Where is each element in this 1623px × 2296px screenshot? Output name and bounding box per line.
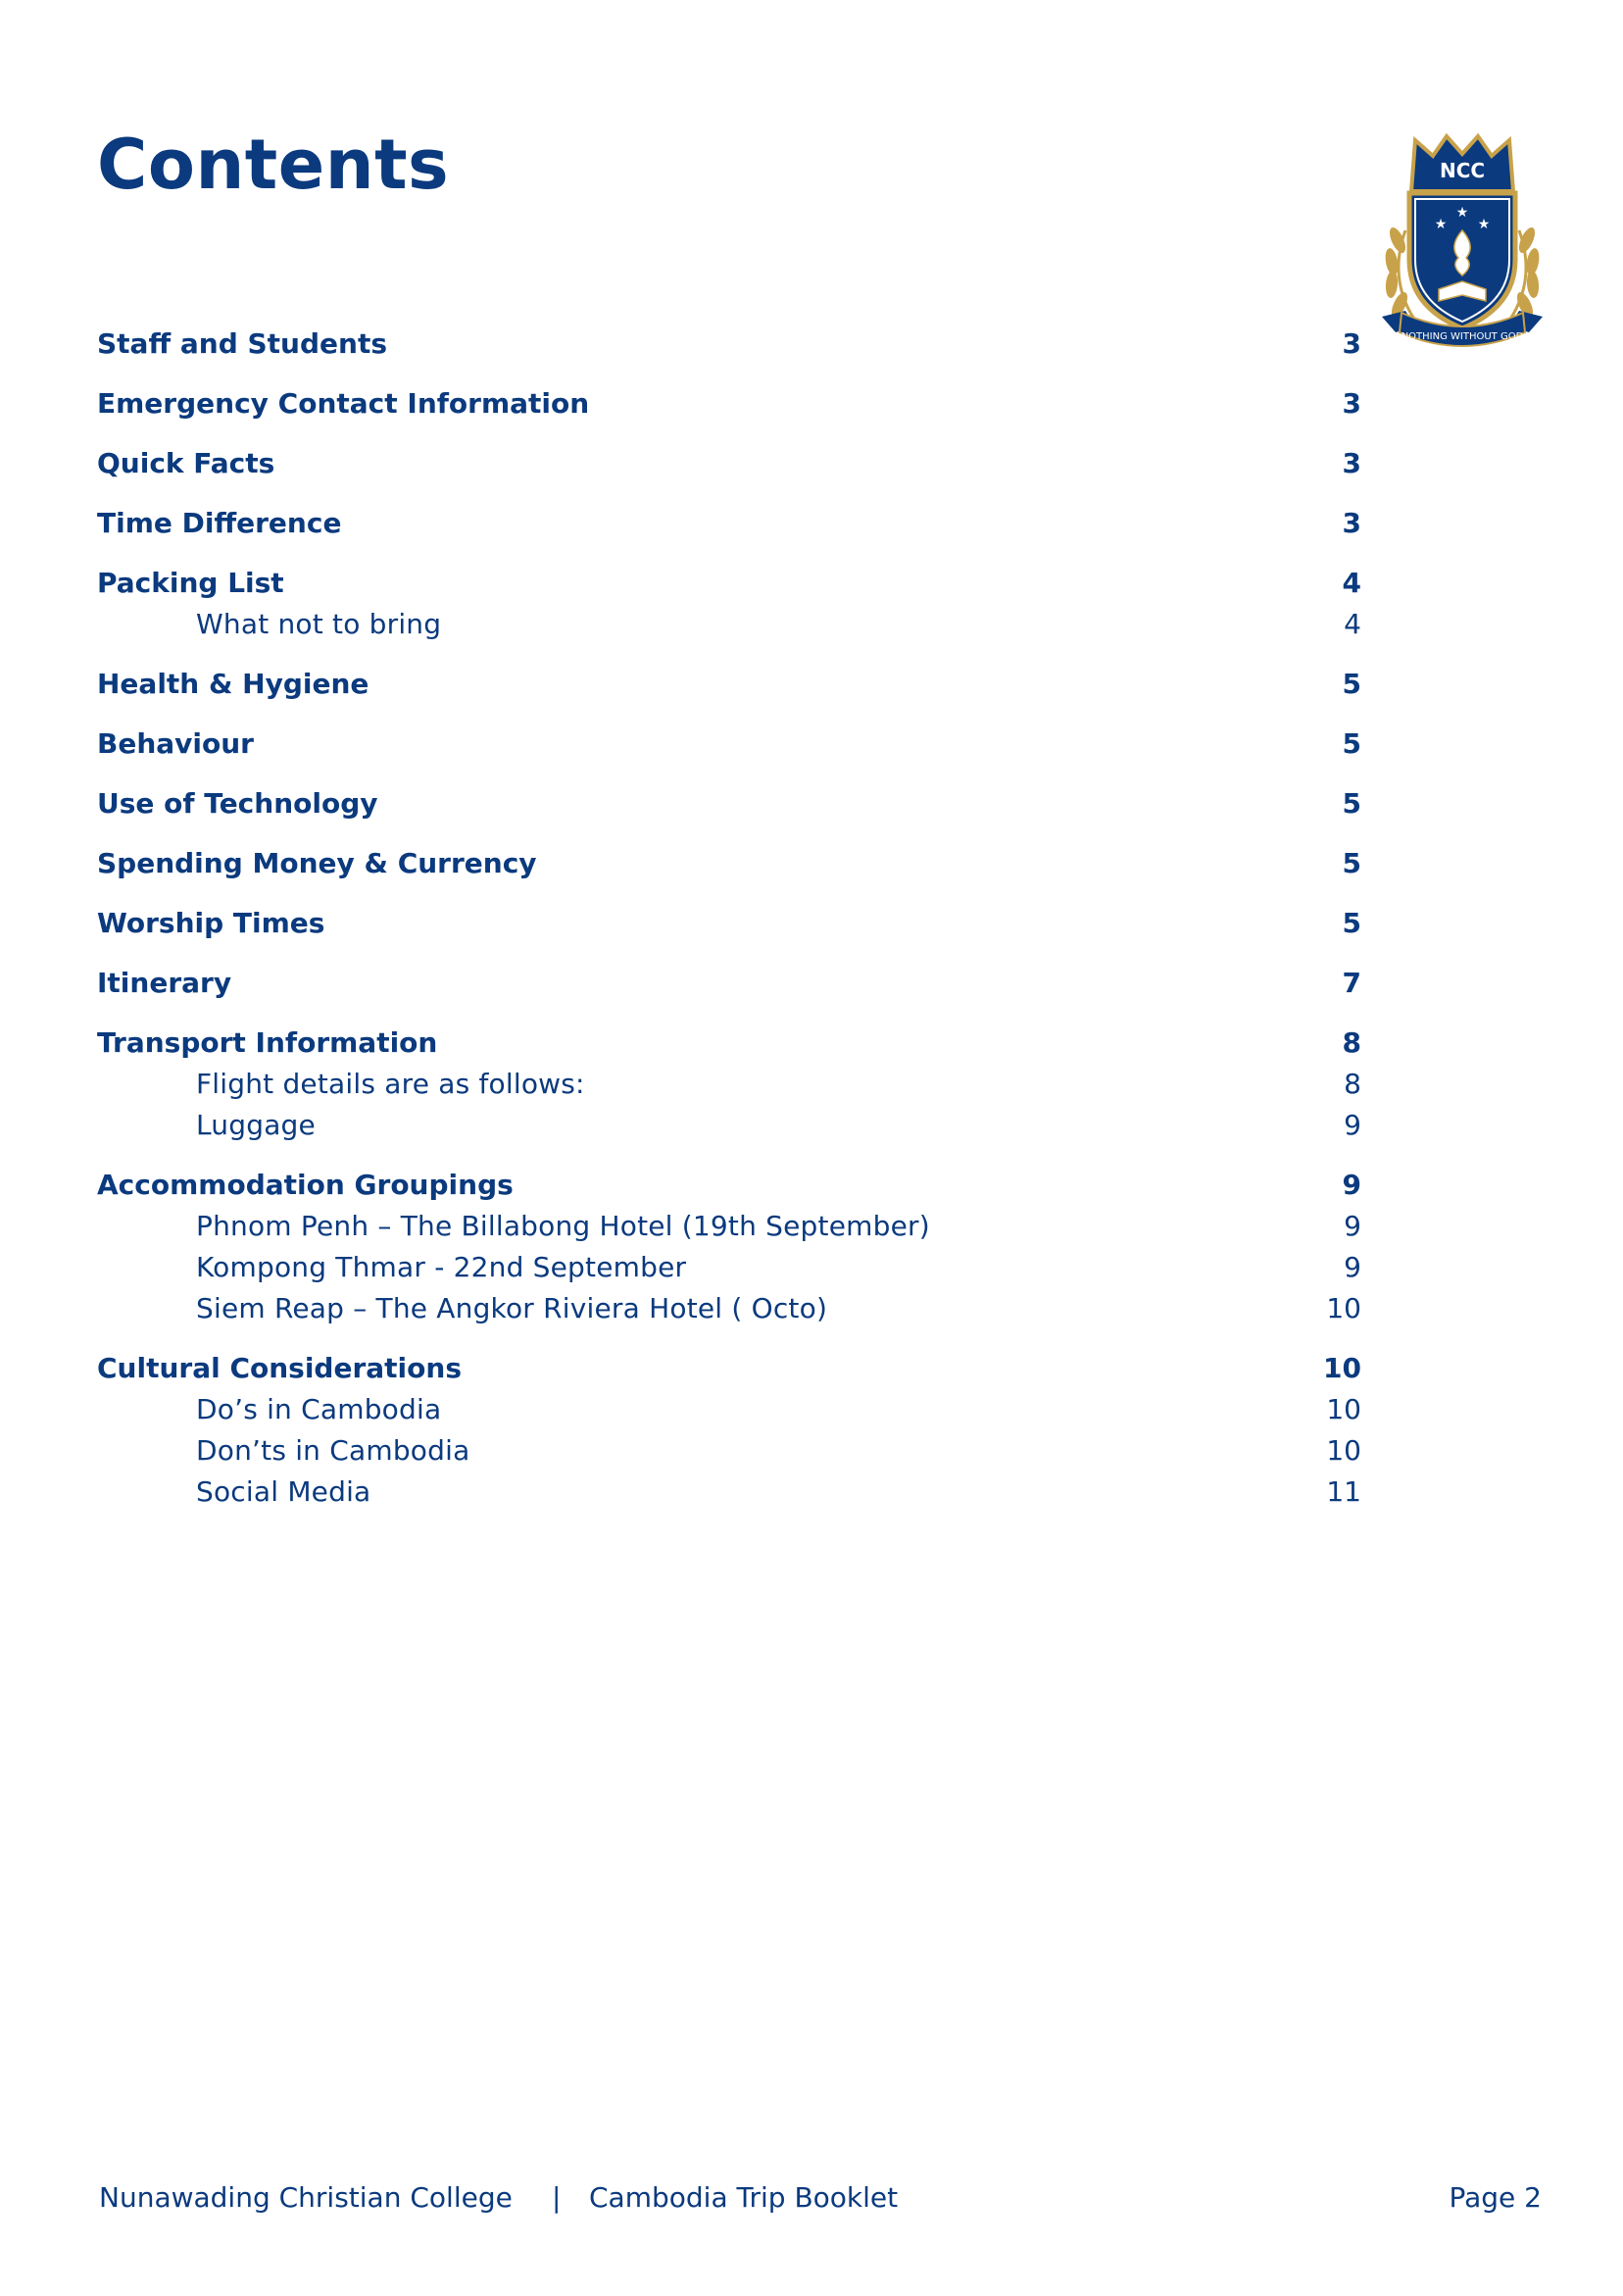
toc-subentry[interactable] (97, 604, 1361, 645)
toc-entry[interactable] (97, 1023, 1361, 1064)
toc-entry-label: Accommodation Groupings (97, 1169, 514, 1201)
toc-entry[interactable] (97, 503, 1361, 544)
toc-entry[interactable] (97, 664, 1361, 705)
toc-entry[interactable] (97, 843, 1361, 884)
toc-entry-label: Luggage (196, 1109, 316, 1141)
toc-subentry[interactable] (97, 1472, 1361, 1513)
footer-college-name: Nunawading Christian College (99, 2181, 513, 2214)
svg-text:★: ★ (1477, 216, 1491, 231)
toc-entry[interactable] (97, 1165, 1361, 1206)
toc-subentry[interactable] (97, 1288, 1361, 1329)
footer-page-number: Page 2 (1449, 2181, 1542, 2214)
table-of-contents (97, 324, 1361, 1513)
toc-entry-page-number: 11 (1326, 1475, 1361, 1508)
toc-entry-label: Time Difference (97, 507, 342, 539)
toc-entry-page-number: 5 (1342, 787, 1361, 820)
toc-entry-label: Emergency Contact Information (97, 387, 590, 420)
toc-entry[interactable] (97, 443, 1361, 484)
footer-booklet-title: Cambodia Trip Booklet (589, 2181, 899, 2214)
toc-entry[interactable] (97, 563, 1361, 604)
toc-entry-label: Social Media (196, 1475, 371, 1508)
toc-entry-page-number: 4 (1342, 567, 1361, 599)
toc-entry-label: Don’ts in Cambodia (196, 1434, 470, 1467)
toc-entry-page-number: 5 (1342, 907, 1361, 939)
toc-entry[interactable] (97, 324, 1361, 365)
toc-entry[interactable] (97, 1348, 1361, 1389)
toc-entry-page-number: 10 (1326, 1292, 1361, 1324)
toc-entry-label: Kompong Thmar - 22nd September (196, 1251, 687, 1283)
toc-entry-label: Quick Facts (97, 447, 275, 479)
toc-entry-label: Phnom Penh – The Billabong Hotel (19th September) (196, 1210, 930, 1242)
page-footer (99, 2178, 1542, 2218)
toc-entry-page-number: 8 (1342, 1026, 1361, 1059)
toc-subentry[interactable] (97, 1105, 1361, 1146)
toc-entry-page-number: 9 (1344, 1109, 1361, 1141)
toc-entry-label: Staff and Students (97, 327, 387, 360)
toc-entry-label: Flight details are as follows: (196, 1068, 585, 1100)
toc-entry[interactable] (97, 783, 1361, 824)
toc-subentry[interactable] (97, 1430, 1361, 1472)
toc-subentry[interactable] (97, 1064, 1361, 1105)
toc-entry-label: Use of Technology (97, 787, 378, 820)
svg-text:★: ★ (1455, 204, 1469, 220)
toc-subentry[interactable] (97, 1247, 1361, 1288)
toc-entry-label: Health & Hygiene (97, 668, 369, 700)
svg-text:★: ★ (1434, 216, 1448, 231)
toc-entry-page-number: 9 (1344, 1251, 1361, 1283)
toc-entry-label: What not to bring (196, 608, 442, 640)
toc-entry-label: Do’s in Cambodia (196, 1393, 442, 1425)
toc-entry-page-number: 5 (1342, 847, 1361, 879)
svg-text:NCC: NCC (1439, 159, 1486, 182)
toc-entry[interactable] (97, 963, 1361, 1004)
toc-entry-page-number: 10 (1326, 1434, 1361, 1467)
toc-entry-page-number: 4 (1344, 608, 1361, 640)
shield-icon (1409, 193, 1515, 328)
toc-entry-page-number: 9 (1342, 1169, 1361, 1201)
toc-entry-label: Siem Reap – The Angkor Riviera Hotel ( Octo) (196, 1292, 828, 1324)
toc-entry-label: Packing List (97, 567, 284, 599)
toc-entry-page-number: 5 (1342, 668, 1361, 700)
toc-entry-label: Behaviour (97, 727, 254, 760)
toc-entry-label: Itinerary (97, 967, 232, 999)
toc-entry[interactable] (97, 724, 1361, 765)
toc-entry-page-number: 3 (1342, 327, 1361, 360)
toc-entry[interactable] (97, 903, 1361, 944)
toc-entry-label: Transport Information (97, 1026, 438, 1059)
toc-subentry[interactable] (97, 1206, 1361, 1247)
toc-entry-page-number: 3 (1342, 387, 1361, 420)
toc-entry[interactable] (97, 383, 1361, 424)
toc-entry-label: Spending Money & Currency (97, 847, 537, 879)
toc-entry-page-number: 5 (1342, 727, 1361, 760)
toc-subentry[interactable] (97, 1389, 1361, 1430)
page-title: Contents (97, 125, 450, 205)
crown-icon (1411, 136, 1513, 191)
toc-entry-label: Worship Times (97, 907, 325, 939)
toc-entry-label: Cultural Considerations (97, 1352, 462, 1384)
toc-entry-page-number: 10 (1326, 1393, 1361, 1425)
toc-entry-page-number: 8 (1344, 1068, 1361, 1100)
toc-entry-page-number: 3 (1342, 447, 1361, 479)
toc-entry-page-number: 10 (1323, 1352, 1361, 1384)
toc-entry-page-number: 3 (1342, 507, 1361, 539)
college-crest-logo (1376, 132, 1549, 358)
toc-entry-page-number: 9 (1344, 1210, 1361, 1242)
footer-separator: | (552, 2181, 562, 2214)
svg-text:NOTHING WITHOUT GOD: NOTHING WITHOUT GOD (1401, 331, 1524, 342)
toc-entry-page-number: 7 (1342, 967, 1361, 999)
